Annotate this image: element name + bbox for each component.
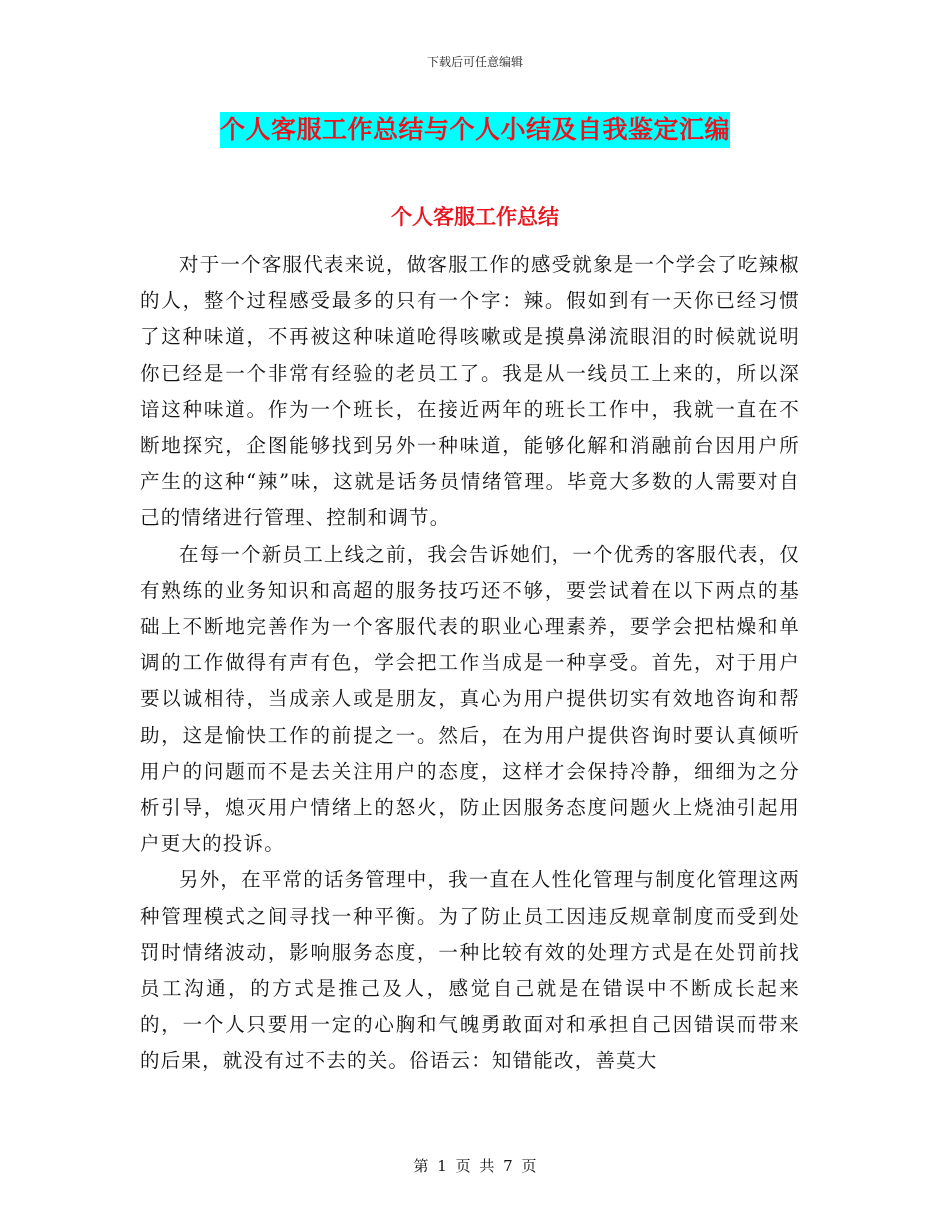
- page-header-note: 下载后可任意编辑: [426, 55, 523, 69]
- body-paragraph: 对于一个客服代表来说，做客服工作的感受就象是一个学会了吃辣椒的人，整个过程感受最多的只有一个字：辣。假如到有一天你已经习惯了这种味道，不再被这种味道呛得咳嗽或是摸鼻涕流眼泪的时候就说明你已经是一个非常有经验的老员工了。我是从一线员工上来的，所以深谙这种味道。作为一个班长，在接近两年的班长工作中，我就一直在不断地探究，企图能够找到另外一种味道，能够化解和消融前台因用户所产生的这种“辣”味，这就是话务员情绪管理。毕竟大多数的人需要对自己的情绪进行管理、控制和调节。: [140, 253, 801, 530]
- document-body: [140, 247, 800, 1080]
- page-number-footer: 第 1 页 共 7 页: [413, 1157, 537, 1175]
- section-title: 个人客服工作总结: [391, 205, 559, 229]
- document-title-row: [0, 112, 950, 148]
- body-paragraph: 在每一个新员工上线之前，我会告诉她们，一个优秀的客服代表，仅有熟练的业务知识和高超的服务技巧还不够，要尝试着在以下两点的基础上不断地完善作为一个客服代表的职业心理素养，要学会把枯燥和单调的工作做得有声有色，学会把工作当成是一种享受。首先，对于用户要以诚相待，当成亲人或是朋友，真心为用户提供切实有效地咨询和帮助，这是愉快工作的前提之一。然后，在为用户提供咨询时要认真倾听用户的问题而不是去关注用户的态度，这样才会保持冷静，细细为之分析引导，熄灭用户情绪上的怒火，防止因服务态度问题火上烧油引起用户更大的投诉。: [140, 542, 801, 856]
- document-title: 个人客服工作总结与个人小结及自我鉴定汇编: [220, 112, 730, 148]
- body-paragraph: 另外，在平常的话务管理中，我一直在人性化管理与制度化管理这两种管理模式之间寻找一种平衡。为了防止员工因违反规章制度而受到处罚时情绪波动，影响服务态度，一种比较有效的处理方式是在处罚前找员工沟通，的方式是推己及人，感觉自己就是在错误中不断成长起来的，一个人只要用一定的心胸和气魄勇敢面对和承担自己因错误而带来的后果，就没有过不去的关。俗语云：知错能改，善莫大: [140, 868, 801, 1073]
